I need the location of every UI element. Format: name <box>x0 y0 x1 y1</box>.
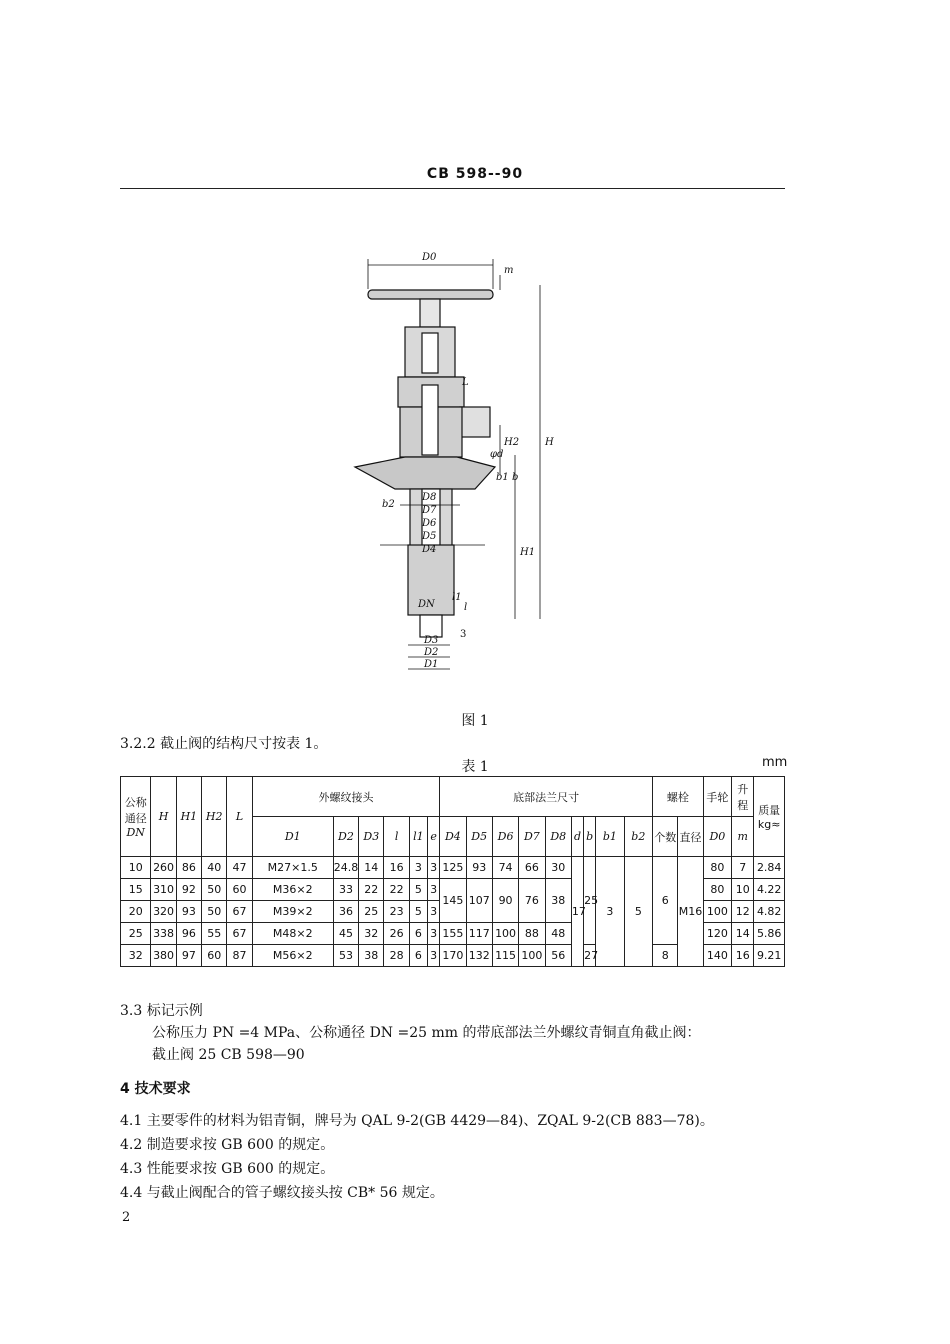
table-cell: 53 <box>333 945 358 967</box>
valve-drawing <box>340 245 580 685</box>
table-cell: 60 <box>202 945 227 967</box>
table-cell: 320 <box>151 901 176 923</box>
page-number: 2 <box>122 1210 131 1225</box>
th-lift: 升程 <box>732 777 754 817</box>
th-ext-thread-group: 外螺纹接头 <box>252 777 439 817</box>
th-H2: H2 <box>202 777 227 857</box>
fig-label-D4: D4 <box>422 544 437 555</box>
fig-label-H: H <box>545 437 554 448</box>
section-4-4: 4.4 与截止阀配合的管子螺纹接头按 CB* 56 规定。 <box>120 1185 444 1201</box>
fig-label-b1: b1 <box>496 472 509 483</box>
table-header-row-1 <box>121 777 785 817</box>
table-cell: 125 <box>440 857 466 879</box>
table-cell: 4.82 <box>754 901 785 923</box>
th-D0: D0 <box>703 817 731 857</box>
table-cell: M27×1.5 <box>252 857 333 879</box>
table-cell: 140 <box>703 945 731 967</box>
cell-bolt-count-merged: 6 <box>653 857 678 945</box>
table-cell: 5 <box>409 901 427 923</box>
th-bolt-count: 个数 <box>653 817 678 857</box>
table-cell: 16 <box>732 945 754 967</box>
table-cell: 93 <box>176 901 201 923</box>
section-4-title: 4 技术要求 <box>120 1081 191 1097</box>
cell-d-merged: 17 <box>571 857 583 967</box>
table-cell: 80 <box>703 857 731 879</box>
fig-label-l1: l1 <box>452 592 462 603</box>
table-cell: 26 <box>384 923 409 945</box>
table-cell: M36×2 <box>252 879 333 901</box>
table-cell: 3 <box>428 901 440 923</box>
table-cell: 6 <box>409 923 427 945</box>
table-cell: 88 <box>519 923 545 945</box>
section-3-2-2: 3.2.2 截止阀的结构尺寸按表 1。 <box>120 736 328 752</box>
table-cell: 66 <box>519 857 545 879</box>
table-cell: 24.8 <box>333 857 358 879</box>
table-cell: 14 <box>359 857 384 879</box>
table-cell: 50 <box>202 879 227 901</box>
table-cell: 67 <box>227 901 252 923</box>
th-handwheel: 手轮 <box>703 777 731 817</box>
cell-b-32: 27 <box>584 945 596 967</box>
table-cell: 92 <box>176 879 201 901</box>
table-cell: 3 <box>428 879 440 901</box>
table-unit: mm <box>762 755 788 770</box>
th-b1: b1 <box>596 817 624 857</box>
fig-label-D3: D3 <box>424 635 439 646</box>
th-D4: D4 <box>440 817 466 857</box>
table-cell: M39×2 <box>252 901 333 923</box>
th-l: l <box>384 817 409 857</box>
table-cell: 155 <box>440 923 466 945</box>
section-3-3-line2: 截止阀 25 CB 598—90 <box>152 1047 305 1063</box>
table-cell: 100 <box>492 923 518 945</box>
document-header: CB 598--90 <box>426 166 524 182</box>
th-D5: D5 <box>466 817 492 857</box>
table-cell: 117 <box>466 923 492 945</box>
table-cell: 45 <box>333 923 358 945</box>
table-cell: M48×2 <box>252 923 333 945</box>
table-cell: 87 <box>227 945 252 967</box>
table-cell: 76 <box>519 879 545 923</box>
th-D7: D7 <box>519 817 545 857</box>
th-l1: l1 <box>409 817 427 857</box>
table-cell: 74 <box>492 857 518 879</box>
th-L: L <box>227 777 252 857</box>
fig-label-l: l <box>464 602 468 613</box>
th-dn: 公称 通径 DN <box>121 777 151 857</box>
section-3-3-line1: 公称压力 PN =4 MPa、公称通径 DN =25 mm 的带底部法兰外螺纹青铜直角截止阀： <box>152 1025 701 1041</box>
fig-label-m: m <box>504 265 514 276</box>
table-cell: 10 <box>732 879 754 901</box>
table-cell: 4.22 <box>754 879 785 901</box>
table-cell: 260 <box>151 857 176 879</box>
table-cell: 6 <box>409 945 427 967</box>
table-cell: 23 <box>384 901 409 923</box>
table-cell: 32 <box>359 923 384 945</box>
table-cell: 40 <box>202 857 227 879</box>
fig-label-b: b <box>512 472 519 483</box>
fig-label-L: L <box>462 377 469 388</box>
section-4-3: 4.3 性能要求按 GB 600 的规定。 <box>120 1161 335 1177</box>
table-cell: 3 <box>428 857 440 879</box>
table-cell: 22 <box>384 879 409 901</box>
th-bolt-group: 螺栓 <box>653 777 704 817</box>
table-caption: 表 1 <box>461 759 489 775</box>
th-D1: D1 <box>252 817 333 857</box>
table-cell: 14 <box>732 923 754 945</box>
section-4-1: 4.1 主要零件的材料为铝青铜，牌号为 QAL 9-2(GB 4429—84)、ZQAL 9-2(CB 883—78)。 <box>120 1113 714 1129</box>
table-cell: 5.86 <box>754 923 785 945</box>
fig-label-D2: D2 <box>424 647 439 658</box>
table-cell: 60 <box>227 879 252 901</box>
section-4-2: 4.2 制造要求按 GB 600 的规定。 <box>120 1137 335 1153</box>
th-b: b <box>584 817 596 857</box>
table-cell: 80 <box>703 879 731 901</box>
th-m: m <box>732 817 754 857</box>
table-cell: 7 <box>732 857 754 879</box>
table-cell: 25 <box>359 901 384 923</box>
cell-b2-merged: 5 <box>624 857 652 967</box>
cell-b1-merged: 3 <box>596 857 624 967</box>
dimension-table <box>120 776 785 967</box>
th-H: H <box>151 777 176 857</box>
table-cell: 86 <box>176 857 201 879</box>
cell-bolt-dia-merged: M16 <box>678 857 703 967</box>
table-row <box>121 857 785 879</box>
table-cell: 310 <box>151 879 176 901</box>
table-cell: 33 <box>333 879 358 901</box>
section-3-3-title: 3.3 标记示例 <box>120 1003 203 1019</box>
table-cell: 22 <box>359 879 384 901</box>
table-cell: 15 <box>121 879 151 901</box>
fig-label-H2: H2 <box>504 437 520 448</box>
th-b2: b2 <box>624 817 652 857</box>
fig-label-D0: D0 <box>422 252 437 263</box>
table-cell: 120 <box>703 923 731 945</box>
fig-label-D5: D5 <box>422 531 437 542</box>
table-cell: 100 <box>703 901 731 923</box>
table-cell: 16 <box>384 857 409 879</box>
table-cell: 55 <box>202 923 227 945</box>
fig-label-phid: φd <box>490 449 504 460</box>
table-cell: 380 <box>151 945 176 967</box>
th-H1: H1 <box>176 777 201 857</box>
th-e: e <box>428 817 440 857</box>
table-cell: 30 <box>545 857 571 879</box>
table-cell: 36 <box>333 901 358 923</box>
fig-label-D6: D6 <box>422 518 437 529</box>
th-flange-group: 底部法兰尺寸 <box>440 777 653 817</box>
th-d: d <box>571 817 583 857</box>
header-rule <box>120 188 785 189</box>
th-D2: D2 <box>333 817 358 857</box>
table-cell: 3 <box>409 857 427 879</box>
fig-label-DN: DN <box>418 599 435 610</box>
fig-label-D8: D8 <box>422 492 437 503</box>
table-cell: 38 <box>545 879 571 923</box>
table-cell: 50 <box>202 901 227 923</box>
cell-b-merged: 25 <box>584 857 596 945</box>
th-D3: D3 <box>359 817 384 857</box>
table-cell: 32 <box>121 945 151 967</box>
cell-bolt-count-32: 8 <box>653 945 678 967</box>
table-cell: 93 <box>466 857 492 879</box>
fig-label-H1: H1 <box>520 547 536 558</box>
th-D6: D6 <box>492 817 518 857</box>
fig-label-D7: D7 <box>422 505 437 516</box>
table-cell: 38 <box>359 945 384 967</box>
figure-caption: 图 1 <box>461 713 489 729</box>
table-cell: 5 <box>409 879 427 901</box>
fig-label-D1: D1 <box>424 659 439 670</box>
table-cell: 3 <box>428 923 440 945</box>
table-cell: 96 <box>176 923 201 945</box>
table-cell: 20 <box>121 901 151 923</box>
table-cell: 28 <box>384 945 409 967</box>
fig-label-b2: b2 <box>382 499 395 510</box>
table-cell: 97 <box>176 945 201 967</box>
table-cell: 170 <box>440 945 466 967</box>
table-cell: 3 <box>428 945 440 967</box>
table-cell: 25 <box>121 923 151 945</box>
table-cell: 67 <box>227 923 252 945</box>
table-cell: 47 <box>227 857 252 879</box>
th-bolt-dia: 直径 <box>678 817 703 857</box>
table-cell: 12 <box>732 901 754 923</box>
table-cell: 132 <box>466 945 492 967</box>
table-cell: 338 <box>151 923 176 945</box>
table-cell: 10 <box>121 857 151 879</box>
table-cell: 90 <box>492 879 518 923</box>
table-cell: 9.21 <box>754 945 785 967</box>
th-mass: 质量 kg≈ <box>754 777 785 857</box>
table-cell: M56×2 <box>252 945 333 967</box>
table-cell: 115 <box>492 945 518 967</box>
table-cell: 145 <box>440 879 466 923</box>
table-cell: 2.84 <box>754 857 785 879</box>
table-cell: 107 <box>466 879 492 923</box>
fig-label-3: 3 <box>460 629 467 640</box>
th-D8: D8 <box>545 817 571 857</box>
table-cell: 100 <box>519 945 545 967</box>
table-cell: 48 <box>545 923 571 945</box>
table-cell: 56 <box>545 945 571 967</box>
